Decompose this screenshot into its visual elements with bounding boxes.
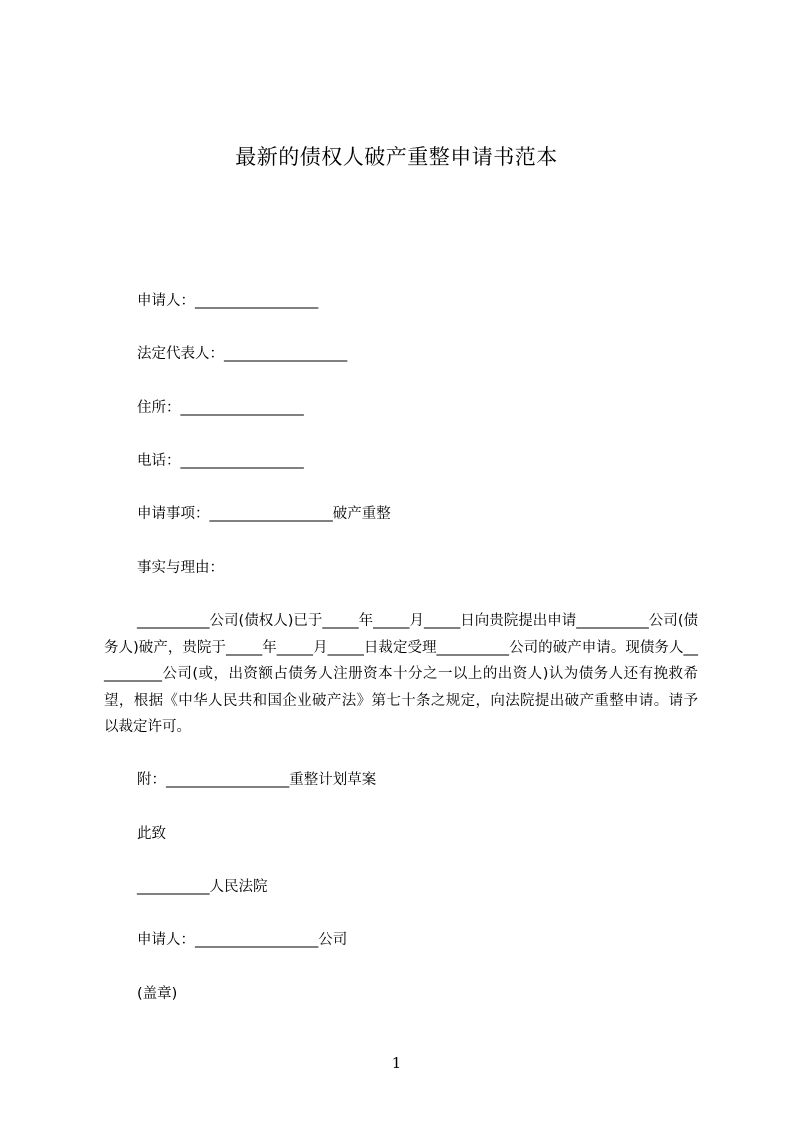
court-line: __________人民法院	[137, 879, 268, 895]
signature-applicant-line: 申请人：_________________公司	[137, 932, 348, 948]
legal-representative-field: 法定代表人：_________________	[137, 346, 348, 362]
salutation-line: 此致	[137, 826, 166, 842]
page-number: 1	[391, 1054, 402, 1072]
facts-and-reasons-heading: 事实与理由：	[137, 560, 224, 576]
facts-paragraph: __________公司(债权人)已于_____年_____月_____日向贵院提出申请__________公司(债务人)破产，贵院于_____年_____月_____日裁定受理__________公司的破产申请。现债务人__________公司(或，出资额占债务人注册资本十分之一以上的出资人)认为债务人还有挽救希望，根据《中华人民共和国企业破产法》第七十条之规定，向法院提出破产重整申请。请予以裁定许可。	[104, 613, 698, 735]
seal-line: (盖章)	[137, 986, 178, 1002]
document-title: 最新的债权人破产重整申请书范本	[235, 145, 558, 169]
application-matter-field: 申请事项：_________________破产重整	[137, 506, 391, 522]
attachment-line: 附：_________________重整计划草案	[137, 772, 377, 788]
applicant-field: 申请人：_________________	[137, 293, 319, 309]
phone-field: 电话：_________________	[137, 453, 304, 469]
address-field: 住所：_________________	[137, 400, 304, 416]
